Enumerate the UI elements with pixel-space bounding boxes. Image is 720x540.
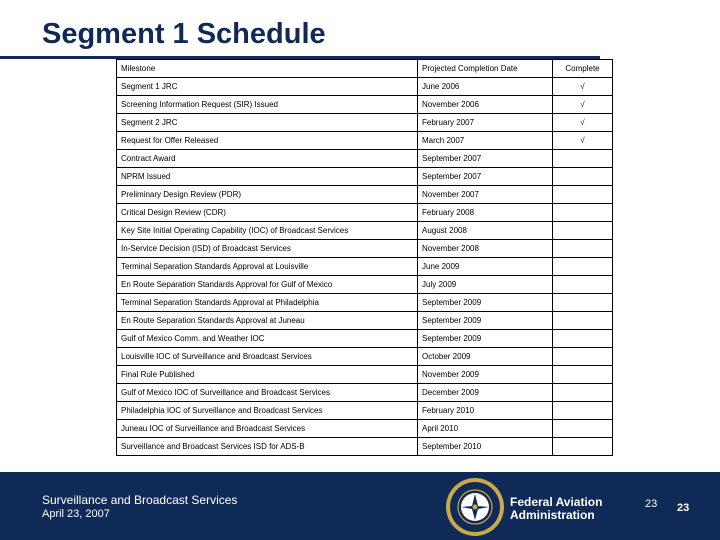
complete-cell: √ [553, 78, 613, 96]
agency-name [510, 496, 602, 522]
complete-cell [553, 150, 613, 168]
projected-date-cell: April 2010 [418, 420, 553, 438]
complete-cell [553, 222, 613, 240]
table-row [117, 96, 613, 114]
projected-date-cell: September 2007 [418, 150, 553, 168]
table-row [117, 114, 613, 132]
milestone-cell: En Route Separation Standards Approval for Gulf of Mexico [117, 276, 418, 294]
slide-title: Segment 1 Schedule [42, 18, 326, 50]
projected-date-cell: February 2010 [418, 402, 553, 420]
projected-date-cell: July 2009 [418, 276, 553, 294]
complete-cell [553, 276, 613, 294]
complete-cell [553, 420, 613, 438]
complete-cell [553, 366, 613, 384]
milestone-cell: Philadelphia IOC of Surveillance and Broadcast Services [117, 402, 418, 420]
milestone-cell: Final Rule Published [117, 366, 418, 384]
milestone-cell: In-Service Decision (ISD) of Broadcast Services [117, 240, 418, 258]
table-row [117, 294, 613, 312]
table-row [117, 366, 613, 384]
table-row [117, 348, 613, 366]
footer-date: April 23, 2007 [42, 508, 110, 520]
footer-program-name: Surveillance and Broadcast Services [42, 493, 238, 507]
milestone-cell: Juneau IOC of Surveillance and Broadcast Services [117, 420, 418, 438]
header-complete: Complete [553, 60, 613, 78]
milestone-cell: En Route Separation Standards Approval at Juneau [117, 312, 418, 330]
complete-cell [553, 240, 613, 258]
footer-bar [0, 472, 720, 540]
milestone-cell: Surveillance and Broadcast Services ISD for ADS-B [117, 438, 418, 456]
table-row [117, 258, 613, 276]
complete-cell [553, 438, 613, 456]
projected-date-cell: September 2010 [418, 438, 553, 456]
complete-cell [553, 312, 613, 330]
table-row [117, 186, 613, 204]
complete-cell: √ [553, 132, 613, 150]
projected-date-cell: November 2009 [418, 366, 553, 384]
milestone-cell: Key Site Initial Operating Capability (IOC) of Broadcast Services [117, 222, 418, 240]
projected-date-cell: October 2009 [418, 348, 553, 366]
table-row [117, 384, 613, 402]
schedule-table [116, 59, 613, 456]
table-header-row [117, 60, 613, 78]
projected-date-cell: December 2009 [418, 384, 553, 402]
milestone-cell: Terminal Separation Standards Approval at Philadelphia [117, 294, 418, 312]
projected-date-cell: September 2007 [418, 168, 553, 186]
table-row [117, 420, 613, 438]
projected-date-cell: February 2007 [418, 114, 553, 132]
projected-date-cell: November 2007 [418, 186, 553, 204]
table-row [117, 240, 613, 258]
milestone-cell: Request for Offer Released [117, 132, 418, 150]
complete-cell [553, 186, 613, 204]
milestone-cell: NPRM Issued [117, 168, 418, 186]
table-row [117, 276, 613, 294]
table-row [117, 222, 613, 240]
table-row [117, 168, 613, 186]
complete-cell: √ [553, 96, 613, 114]
faa-seal-icon [444, 476, 506, 538]
complete-cell [553, 402, 613, 420]
projected-date-cell: June 2006 [418, 78, 553, 96]
table-row [117, 402, 613, 420]
complete-cell [553, 258, 613, 276]
table-row [117, 204, 613, 222]
page-number-small: 23 [645, 498, 658, 510]
milestone-cell: Segment 2 JRC [117, 114, 418, 132]
projected-date-cell: November 2006 [418, 96, 553, 114]
agency-line-2: Administration [510, 508, 595, 522]
milestone-cell: Critical Design Review (CDR) [117, 204, 418, 222]
projected-date-cell: September 2009 [418, 312, 553, 330]
table-row [117, 438, 613, 456]
complete-cell [553, 204, 613, 222]
milestone-cell: Contract Award [117, 150, 418, 168]
milestone-cell: Preliminary Design Review (PDR) [117, 186, 418, 204]
projected-date-cell: March 2007 [418, 132, 553, 150]
page-number: 23 [677, 502, 690, 514]
complete-cell [553, 384, 613, 402]
milestone-cell: Louisville IOC of Surveillance and Broadcast Services [117, 348, 418, 366]
complete-cell [553, 330, 613, 348]
complete-cell [553, 348, 613, 366]
table-row [117, 312, 613, 330]
projected-date-cell: August 2008 [418, 222, 553, 240]
milestone-cell: Screening Information Request (SIR) Issued [117, 96, 418, 114]
milestone-cell: Gulf of Mexico Comm. and Weather IOC [117, 330, 418, 348]
milestone-cell: Segment 1 JRC [117, 78, 418, 96]
header-milestone: Milestone [117, 60, 418, 78]
complete-cell: √ [553, 114, 613, 132]
table-row [117, 150, 613, 168]
milestone-cell: Terminal Separation Standards Approval at Louisville [117, 258, 418, 276]
complete-cell [553, 294, 613, 312]
schedule-body [117, 78, 613, 456]
agency-line-1: Federal Aviation [510, 495, 603, 509]
projected-date-cell: November 2008 [418, 240, 553, 258]
projected-date-cell: September 2009 [418, 294, 553, 312]
table-row [117, 132, 613, 150]
complete-cell [553, 168, 613, 186]
header-projected-date: Projected Completion Date [418, 60, 553, 78]
projected-date-cell: June 2009 [418, 258, 553, 276]
table-row [117, 78, 613, 96]
milestone-cell: Gulf of Mexico IOC of Surveillance and Broadcast Services [117, 384, 418, 402]
table-row [117, 330, 613, 348]
projected-date-cell: September 2009 [418, 330, 553, 348]
projected-date-cell: February 2008 [418, 204, 553, 222]
